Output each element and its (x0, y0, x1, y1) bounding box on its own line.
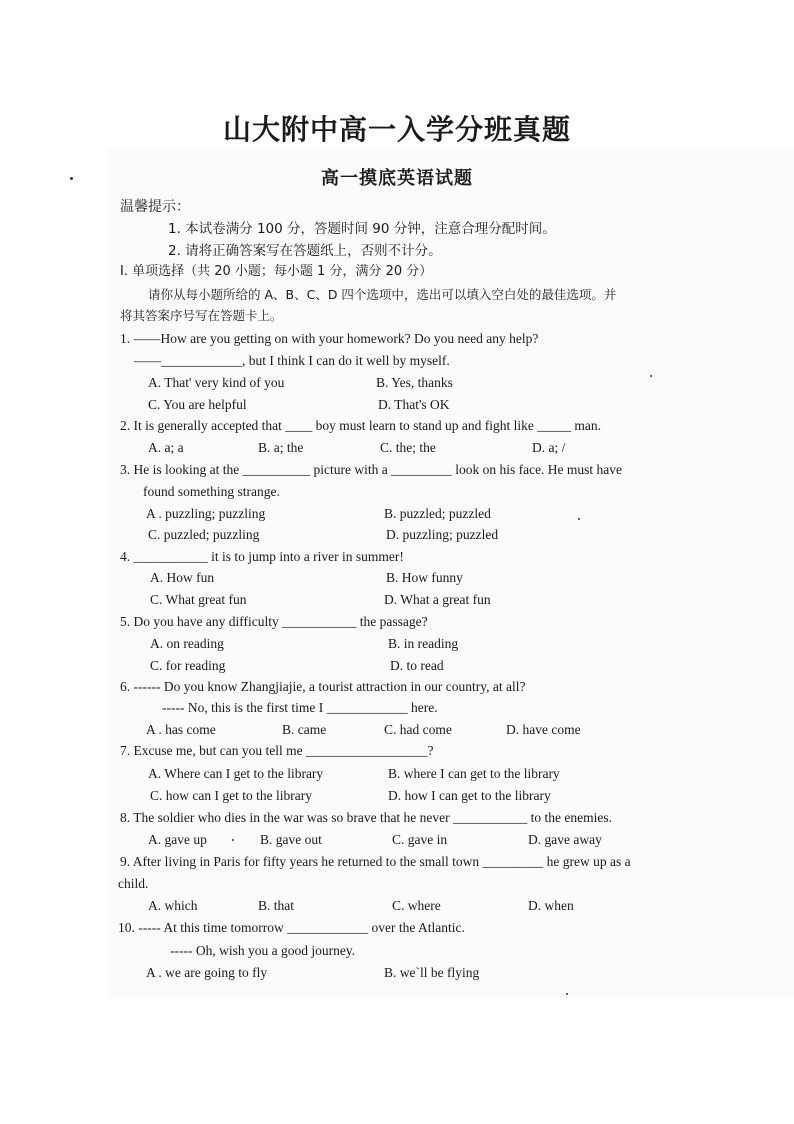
scan-speck (650, 375, 652, 377)
question-stem: ——____________, but I think I can do it well by myself. (134, 353, 450, 368)
option-d: D. how I can get to the library (388, 788, 551, 803)
option-b: B. Yes, thanks (376, 375, 453, 390)
question-stem: 6. ------ Do you know Zhangjiajie, a tourist attraction in our country, at all? (120, 679, 526, 694)
question-stem: 2. It is generally accepted that ____ boy must learn to stand up and fight like _____ man. (120, 418, 602, 433)
option-a: A. Where can I get to the library (148, 766, 324, 781)
option-c: C. the; the (380, 440, 436, 455)
option-b: B. we`ll be flying (384, 965, 480, 980)
option-d: D. That's OK (378, 397, 450, 412)
option-a: A. How fun (150, 570, 215, 585)
option-c: C. where (392, 898, 441, 913)
scan-speck (566, 993, 568, 995)
option-d: D. gave away (528, 832, 602, 847)
question-stem: 9. After living in Paris for fifty years he returned to the small town _________ he grew up as a (120, 854, 631, 869)
question-stem: 1. ——How are you getting on with your homework? Do you need any help? (120, 331, 539, 346)
option-b: B. in reading (388, 636, 459, 651)
option-c: C. how can I get to the library (150, 788, 312, 803)
option-a: A. That' very kind of you (148, 375, 285, 390)
option-d: D. What a great fun (384, 592, 491, 607)
option-c: C. for reading (150, 658, 226, 673)
option-b: B. that (258, 898, 294, 913)
question-stem: 3. He is looking at the __________ picture with a _________ look on his face. He must have (120, 462, 623, 477)
tip-item: 1. 本试卷满分 100 分，答题时间 90 分钟，注意合理分配时间。 (168, 221, 556, 237)
question-stem: 5. Do you have any difficulty ___________ the passage? (120, 614, 428, 629)
question-stem: found something strange. (143, 484, 280, 499)
option-b: B. How funny (386, 570, 463, 585)
page-title: 山大附中高一入学分班真题 (222, 113, 571, 146)
scan-speck (232, 839, 234, 841)
option-b: B. puzzled; puzzled (384, 506, 491, 521)
option-c: C. What great fun (150, 592, 247, 607)
question-stem: 4. ___________ it is to jump into a river in summer! (120, 549, 404, 564)
option-b: B. a; the (258, 440, 304, 455)
section-instruction: 请你从每小题所给的 A、B、C、D 四个选项中，选出可以填入空白处的最佳选项。并 (148, 287, 617, 302)
option-c: C. You are helpful (148, 397, 247, 412)
option-c: C. had come (384, 722, 452, 737)
question-stem: 7. Excuse me, but can you tell me __________________? (120, 743, 434, 758)
question-stem: ----- Oh, wish you a good journey. (170, 943, 356, 958)
exam-subtitle: 高一摸底英语试题 (321, 168, 473, 189)
option-a: A. which (148, 898, 198, 913)
option-d: D. when (528, 898, 574, 913)
section-heading: I. 单项选择（共 20 小题；每小题 1 分，满分 20 分） (120, 264, 433, 279)
option-a: A. on reading (150, 636, 224, 651)
option-d: D. puzzling; puzzled (386, 527, 499, 542)
section-instruction: 将其答案序号写在答题卡上。 (120, 308, 283, 323)
option-c: C. puzzled; puzzling (148, 527, 260, 542)
question-stem: ----- No, this is the first time I ____________ here. (162, 700, 438, 715)
option-d: D. a; / (532, 440, 566, 455)
option-a: A. gave up (148, 832, 207, 847)
option-b: B. came (282, 722, 327, 737)
option-a: A . puzzling; puzzling (146, 506, 266, 521)
option-b: B. gave out (260, 832, 322, 847)
question-stem: 8. The soldier who dies in the war was so brave that he never ___________ to the enemies. (120, 810, 613, 825)
option-c: C. gave in (392, 832, 448, 847)
option-d: D. to read (390, 658, 444, 673)
scan-speck (578, 518, 580, 520)
option-a: A . we are going to fly (146, 965, 268, 980)
tip-item: 2. 请将正确答案写在答题纸上，否则不计分。 (168, 243, 442, 259)
option-a: A . has come (146, 722, 216, 737)
question-stem: 10. ----- At this time tomorrow ____________ over the Atlantic. (118, 920, 465, 935)
option-b: B. where I can get to the library (388, 766, 560, 781)
option-a: A. a; a (148, 440, 184, 455)
option-d: D. have come (506, 722, 581, 737)
tips-heading: 温馨提示： (120, 199, 190, 215)
question-stem: child. (118, 876, 149, 891)
